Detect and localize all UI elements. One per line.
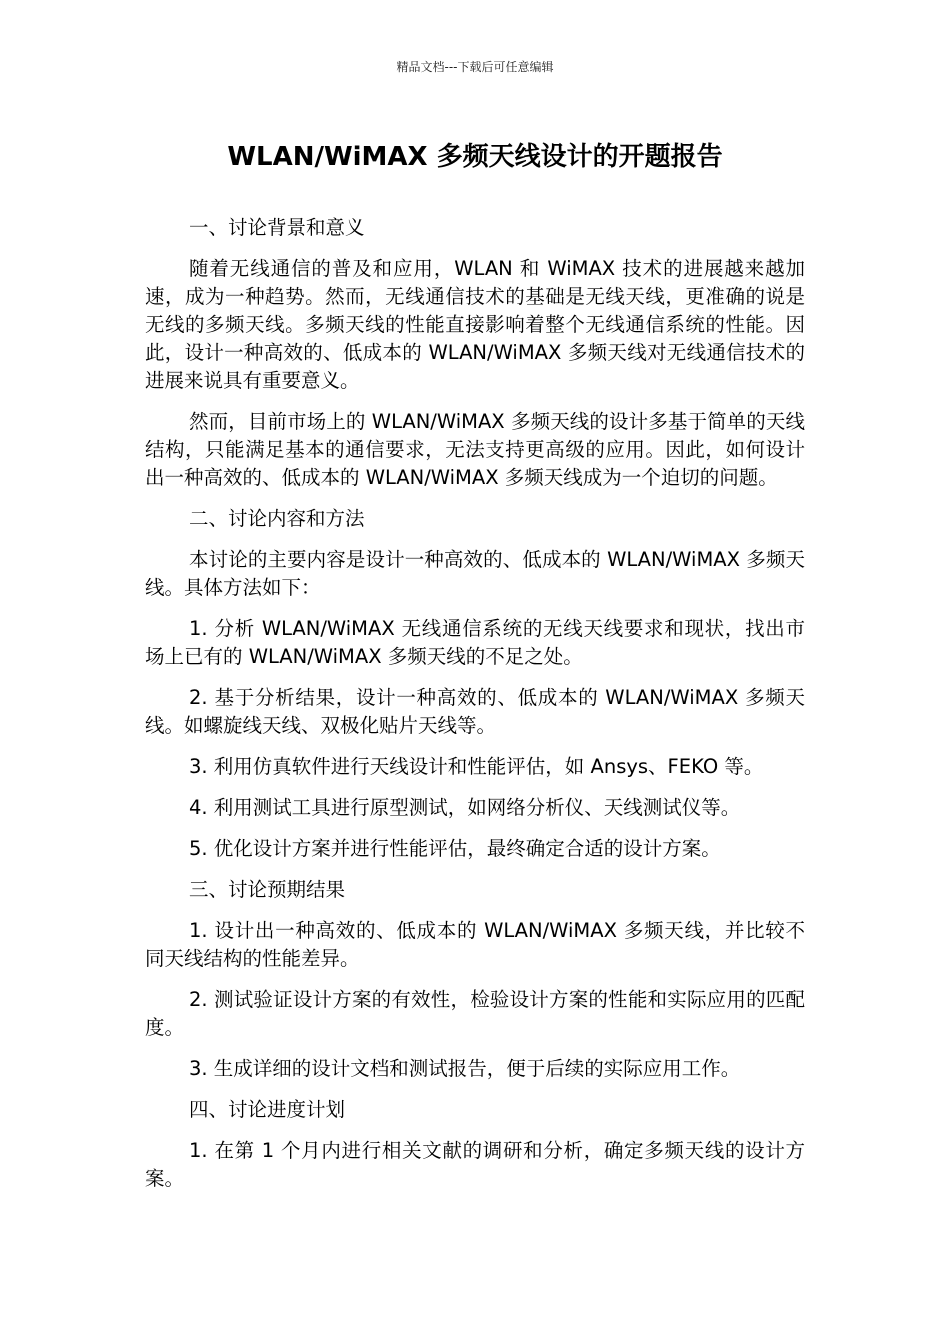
list-item-schedule-1: 1. 在第 1 个月内进行相关文献的调研和分析，确定多频天线的设计方案。 xyxy=(145,1139,805,1190)
list-item-method-5: 5. 优化设计方案并进行性能评估，最终确定合适的设计方案。 xyxy=(189,837,721,860)
list-item-result-1: 1. 设计出一种高效的、低成本的 WLAN/WiMAX 多频天线，并比较不同天线结构的性能差异。 xyxy=(145,919,805,970)
document-body xyxy=(145,214,805,1206)
section-heading-expected-results: 三、讨论预期结果 xyxy=(189,878,346,901)
paragraph-background-2: 然而，目前市场上的 WLAN/WiMAX 多频天线的设计多基于简单的天线结构，只能满足基本的通信要求，无法支持更高级的应用。因此，如何设计出一种高效的、低成本的 WLAN/WiMAX 多频天线成为一个迫切的问题。 xyxy=(145,410,805,489)
list-item-result-3: 3. 生成详细的设计文档和测试报告，便于后续的实际应用工作。 xyxy=(189,1057,741,1080)
list-item-result-2: 2. 测试验证设计方案的有效性，检验设计方案的性能和实际应用的匹配度。 xyxy=(145,988,805,1039)
list-item-method-2: 2. 基于分析结果，设计一种高效的、低成本的 WLAN/WiMAX 多频天线。如螺旋线天线、双极化贴片天线等。 xyxy=(145,686,805,737)
header-note: 精品文档---下载后可任意编辑 xyxy=(396,60,554,74)
list-item-method-1: 1. 分析 WLAN/WiMAX 无线通信系统的无线天线要求和现状，找出市场上已有的 WLAN/WiMAX 多频天线的不足之处。 xyxy=(145,617,805,668)
paragraph-background-1: 随着无线通信的普及和应用，WLAN 和 WiMAX 技术的进展越来越加速，成为一种趋势。然而，无线通信技术的基础是无线天线，更准确的说是无线的多频天线。多频天线的性能直接影响着整个无线通信系统的性能。因此，设计一种高效的、低成本的 WLAN/WiMAX 多频天线对无线通信技术的进展来说具有重要意义。 xyxy=(145,257,805,392)
paragraph-content-intro: 本讨论的主要内容是设计一种高效的、低成本的 WLAN/WiMAX 多频天线。具体方法如下： xyxy=(145,548,805,599)
section-heading-background: 一、讨论背景和意义 xyxy=(189,216,365,239)
section-heading-content-methods: 二、讨论内容和方法 xyxy=(189,507,365,530)
list-item-method-3: 3. 利用仿真软件进行天线设计和性能评估，如 Ansys、FEKO 等。 xyxy=(189,755,764,778)
document-title: WLAN/WiMAX 多频天线设计的开题报告 xyxy=(227,142,723,172)
list-item-method-4: 4. 利用测试工具进行原型测试，如网络分析仪、天线测试仪等。 xyxy=(189,796,741,819)
section-heading-schedule: 四、讨论进度计划 xyxy=(189,1098,346,1121)
